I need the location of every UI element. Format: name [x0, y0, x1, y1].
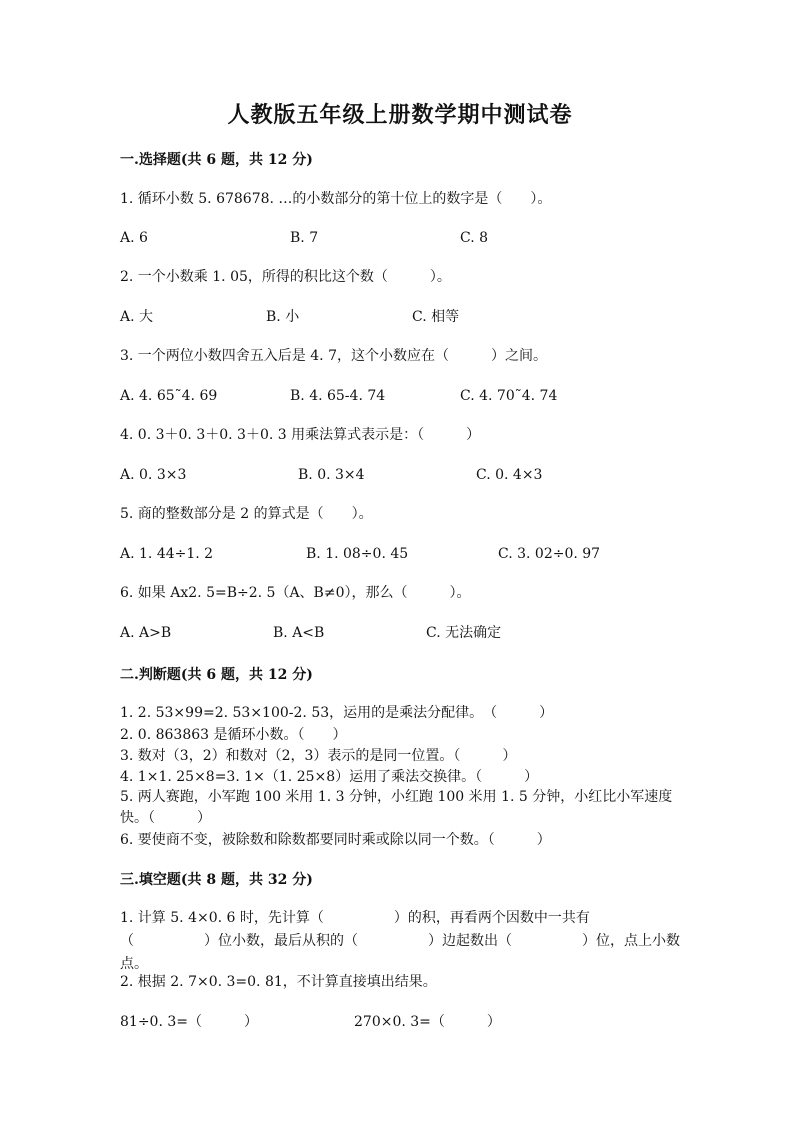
option-c: C. 相等	[412, 309, 460, 325]
page-title: 人教版五年级上册数学期中测试卷	[227, 102, 573, 128]
question-text: 2. 一个小数乘 1. 05，所得的积比这个数（ ）。	[120, 269, 451, 285]
option-a: A. A>B	[120, 625, 172, 641]
fill-blank: 81÷0. 3=（ ）	[120, 1014, 258, 1030]
fill-blank: 270×0. 3=（ ）	[354, 1014, 501, 1030]
judge-item: 4. 1×1. 25×8=3. 1×（1. 25×8）运用了乘法交换律。（ ）	[120, 769, 539, 785]
fill-item: 2. 根据 2. 7×0. 3=0. 81，不计算直接填出结果。	[120, 974, 437, 990]
option-c: C. 无法确定	[426, 625, 502, 641]
judge-item: 2. 0. 863863 是循环小数。（ ）	[120, 727, 347, 743]
judge-item: 6. 要使商不变，被除数和除数都要同时乘或除以同一个数。（ ）	[120, 832, 551, 848]
section-heading-fill: 三.填空题(共 8 题，共 32 分)	[120, 872, 313, 888]
option-c: C. 8	[460, 230, 489, 246]
question-text: 3. 一个两位小数四舍五入后是 4. 7，这个小数应在（ ）之间。	[120, 348, 547, 364]
section-heading-judge: 二.判断题(共 6 题，共 12 分)	[120, 667, 313, 683]
fill-item: 1. 计算 5. 4×0. 6 时，先计算（ ）的积，再看两个因数中一共有（ ）位小数，最后从积的（ ）边起数出（ ）位，点上小数点。	[120, 910, 680, 972]
option-b: B. A<B	[273, 625, 325, 641]
option-a: A. 4. 65˜4. 69	[120, 388, 218, 404]
option-b: B. 小	[266, 309, 300, 325]
option-a: A. 6	[120, 230, 148, 246]
option-b: B. 7	[290, 230, 319, 246]
option-c: C. 0. 4×3	[476, 467, 543, 483]
question-text: 4. 0. 3＋0. 3＋0. 3＋0. 3 用乘法算式表示是：（ ）	[120, 427, 481, 443]
option-a: A. 1. 44÷1. 2	[120, 546, 214, 562]
question-text: 5. 商的整数部分是 2 的算式是（ ）。	[120, 506, 373, 522]
option-b: B. 0. 3×4	[298, 467, 365, 483]
judge-item: 1. 2. 53×99=2. 53×100-2. 53，运用的是乘法分配律。 （ ）	[120, 705, 554, 721]
option-c: C. 4. 70˜4. 74	[460, 388, 558, 404]
question-text: 1. 循环小数 5. 678678. …的小数部分的第十位上的数字是（ ）。	[120, 191, 552, 207]
option-c: C. 3. 02÷0. 97	[498, 546, 601, 562]
question-text: 6. 如果 Ax2. 5=B÷2. 5（A、B≠0），那么（ ）。	[120, 585, 471, 601]
judge-item: 3. 数对（3，2）和数对（2，3）表示的是同一位置。（ ）	[120, 748, 517, 764]
option-b: B. 1. 08÷0. 45	[306, 546, 409, 562]
judge-item: 5. 两人赛跑，小军跑 100 米用 1. 3 分钟，小红跑 100 米用 1. 5 分钟，小红比小军速度快。（ ）	[120, 789, 673, 826]
option-a: A. 大	[120, 309, 154, 325]
option-b: B. 4. 65-4. 74	[290, 388, 386, 404]
section-heading-choice: 一.选择题(共 6 题，共 12 分)	[120, 152, 313, 168]
option-a: A. 0. 3×3	[120, 467, 187, 483]
